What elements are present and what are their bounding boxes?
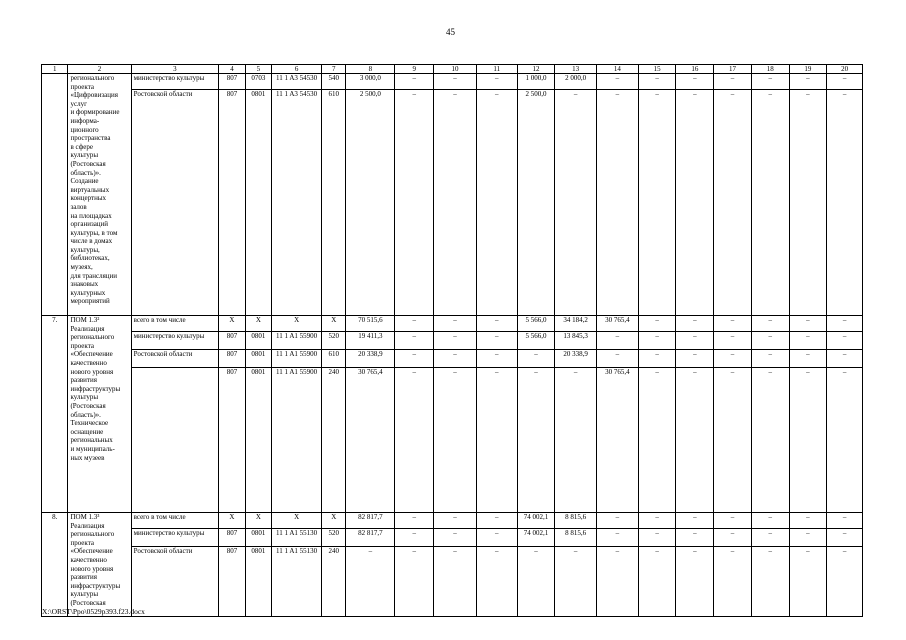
value-cell-c9: – (395, 74, 434, 90)
value-cell-c19: – (789, 350, 827, 368)
value-cell-c19: – (789, 368, 827, 513)
value-cell-c15: – (638, 529, 676, 547)
value-cell-c17: – (714, 350, 752, 368)
value-cell-c16: – (676, 368, 714, 513)
value-cell-c19: – (789, 332, 827, 350)
column-number-15: 15 (638, 65, 676, 74)
value-cell-c6: 11 1 A1 55900 (272, 332, 322, 350)
value-cell-c18: – (751, 90, 789, 316)
value-cell-c10: – (434, 316, 477, 332)
value-cell-c12: 5 566,0 (517, 332, 555, 350)
value-cell-c15: – (638, 547, 676, 617)
value-cell-c12: 74 002,1 (517, 513, 555, 529)
table-row (42, 513, 863, 529)
value-cell-c12: – (517, 368, 555, 513)
value-cell-c11: – (476, 332, 517, 350)
table-row (42, 529, 863, 547)
value-cell-c11: – (476, 547, 517, 617)
column-number-5: 5 (245, 65, 271, 74)
executor-cell: всего в том числе (131, 513, 219, 529)
value-cell-c18: – (751, 368, 789, 513)
column-number-row (42, 65, 863, 74)
value-cell-c7: 240 (322, 547, 346, 617)
value-cell-c20: – (827, 332, 863, 350)
value-cell-c14: – (597, 332, 639, 350)
value-cell-c18: – (751, 529, 789, 547)
value-cell-c10: – (434, 350, 477, 368)
value-cell-c17: – (714, 368, 752, 513)
value-cell-c18: – (751, 513, 789, 529)
executor-cell: министерство культуры (131, 529, 219, 547)
value-cell-c15: – (638, 332, 676, 350)
value-cell-c14: 30 765,4 (597, 368, 639, 513)
column-number-6: 6 (272, 65, 322, 74)
value-cell-c11: – (476, 529, 517, 547)
value-cell-c18: – (751, 350, 789, 368)
value-cell-c17: – (714, 316, 752, 332)
value-cell-c13: 8 815,6 (555, 513, 597, 529)
value-cell-c19: – (789, 316, 827, 332)
value-cell-c10: – (434, 529, 477, 547)
value-cell-c20: – (827, 74, 863, 90)
value-cell-c4: 807 (219, 332, 245, 350)
value-cell-c12: – (517, 350, 555, 368)
executor-cell: Ростовской области (131, 90, 219, 316)
column-number-13: 13 (555, 65, 597, 74)
value-cell-c8: 19 411,3 (346, 332, 395, 350)
value-cell-c5: 0801 (245, 529, 271, 547)
value-cell-c8: 3 000,0 (346, 74, 395, 90)
value-cell-c11: – (476, 90, 517, 316)
value-cell-c4: 807 (219, 350, 245, 368)
footer-file-path: X:\ORST\Ppo\0529p393.f23.docx (42, 607, 145, 616)
value-cell-c16: – (676, 350, 714, 368)
table-row (42, 350, 863, 368)
value-cell-c10: – (434, 513, 477, 529)
value-cell-c8: 30 765,4 (346, 368, 395, 513)
value-cell-c10: – (434, 74, 477, 90)
value-cell-c5: 0801 (245, 368, 271, 513)
value-cell-c7: 610 (322, 90, 346, 316)
row-number-cell: 7. (42, 316, 68, 513)
value-cell-c15: – (638, 350, 676, 368)
value-cell-c9: – (395, 90, 434, 316)
value-cell-c7: X (322, 316, 346, 332)
value-cell-c4: 807 (219, 368, 245, 513)
column-number-20: 20 (827, 65, 863, 74)
value-cell-c9: – (395, 332, 434, 350)
value-cell-c7: 610 (322, 350, 346, 368)
value-cell-c20: – (827, 90, 863, 316)
value-cell-c16: – (676, 529, 714, 547)
executor-cell: Ростовской области (131, 350, 219, 368)
value-cell-c4: 807 (219, 90, 245, 316)
value-cell-c9: – (395, 547, 434, 617)
value-cell-c19: – (789, 90, 827, 316)
value-cell-c6: 11 1 A1 55900 (272, 368, 322, 513)
value-cell-c10: – (434, 90, 477, 316)
budget-table (41, 64, 863, 617)
value-cell-c11: – (476, 368, 517, 513)
value-cell-c10: – (434, 547, 477, 617)
column-number-16: 16 (676, 65, 714, 74)
table-row (42, 90, 863, 316)
value-cell-c13: – (555, 90, 597, 316)
value-cell-c16: – (676, 547, 714, 617)
value-cell-c9: – (395, 350, 434, 368)
value-cell-c6: 11 1 A3 54530 (272, 90, 322, 316)
value-cell-c11: – (476, 513, 517, 529)
column-number-1: 1 (42, 65, 68, 74)
executor-cell: министерство культуры (131, 74, 219, 90)
value-cell-c17: – (714, 513, 752, 529)
measure-description-cell: регионального проекта «Цифровизация услуг и формирование информа- ционного пространства в сфере культуры (Ростовская область)». Создание виртуальных концертных залов на площадках организаций культуры, в том числе в домах культуры, библиотеках, музеях, для трансляции знаковых культурных мероприятий (68, 74, 131, 316)
value-cell-c4: 807 (219, 547, 245, 617)
value-cell-c5: 0703 (245, 74, 271, 90)
value-cell-c8: – (346, 547, 395, 617)
value-cell-c15: – (638, 90, 676, 316)
value-cell-c20: – (827, 513, 863, 529)
value-cell-c6: 11 1 A3 54530 (272, 74, 322, 90)
value-cell-c12: 5 566,0 (517, 316, 555, 332)
value-cell-c5: X (245, 513, 271, 529)
value-cell-c13: 8 815,6 (555, 529, 597, 547)
value-cell-c18: – (751, 74, 789, 90)
value-cell-c18: – (751, 332, 789, 350)
value-cell-c5: 0801 (245, 332, 271, 350)
value-cell-c7: 520 (322, 332, 346, 350)
value-cell-c5: 0801 (245, 90, 271, 316)
value-cell-c11: – (476, 350, 517, 368)
value-cell-c14: – (597, 350, 639, 368)
page-number: 45 (446, 27, 455, 37)
value-cell-c9: – (395, 513, 434, 529)
value-cell-c20: – (827, 350, 863, 368)
value-cell-c10: – (434, 368, 477, 513)
value-cell-c7: 520 (322, 529, 346, 547)
value-cell-c13: 20 338,9 (555, 350, 597, 368)
value-cell-c13: 34 184,2 (555, 316, 597, 332)
value-cell-c8: 20 338,9 (346, 350, 395, 368)
value-cell-c5: 0801 (245, 547, 271, 617)
value-cell-c4: 807 (219, 529, 245, 547)
value-cell-c5: X (245, 316, 271, 332)
value-cell-c10: – (434, 332, 477, 350)
value-cell-c9: – (395, 529, 434, 547)
value-cell-c12: 2 500,0 (517, 90, 555, 316)
value-cell-c11: – (476, 316, 517, 332)
value-cell-c15: – (638, 368, 676, 513)
value-cell-c16: – (676, 90, 714, 316)
column-number-18: 18 (751, 65, 789, 74)
value-cell-c15: – (638, 513, 676, 529)
row-number-cell: 8. (42, 513, 68, 617)
value-cell-c16: – (676, 74, 714, 90)
value-cell-c17: – (714, 547, 752, 617)
value-cell-c15: – (638, 74, 676, 90)
value-cell-c6: 11 1 A1 55900 (272, 350, 322, 368)
table-row (42, 74, 863, 90)
value-cell-c17: – (714, 90, 752, 316)
column-number-17: 17 (714, 65, 752, 74)
value-cell-c20: – (827, 529, 863, 547)
value-cell-c8: 2 500,0 (346, 90, 395, 316)
value-cell-c17: – (714, 529, 752, 547)
value-cell-c8: 82 817,7 (346, 513, 395, 529)
value-cell-c9: – (395, 316, 434, 332)
value-cell-c19: – (789, 513, 827, 529)
value-cell-c5: 0801 (245, 350, 271, 368)
value-cell-c12: 74 002,1 (517, 529, 555, 547)
column-number-3: 3 (131, 65, 219, 74)
value-cell-c7: 540 (322, 74, 346, 90)
measure-description-cell: ПОМ 1.3² Реализация регионального проекта «Обеспечение качественно нового уровня развития инфраструктуры культуры (Ростовская область)». Техническое оснащение региональных и муниципаль- ных музеев (68, 316, 131, 513)
column-number-11: 11 (476, 65, 517, 74)
value-cell-c8: 70 515,6 (346, 316, 395, 332)
value-cell-c6: X (272, 316, 322, 332)
value-cell-c8: 82 817,7 (346, 529, 395, 547)
table-row (42, 316, 863, 332)
value-cell-c11: – (476, 74, 517, 90)
value-cell-c4: X (219, 513, 245, 529)
value-cell-c12: 1 000,0 (517, 74, 555, 90)
measure-description-cell: ПОМ 1.3³ Реализация регионального проекта «Обеспечение качественно нового уровня развития инфраструктуры культуры (Ростовская (68, 513, 131, 617)
value-cell-c14: – (597, 547, 639, 617)
value-cell-c14: – (597, 74, 639, 90)
table-row (42, 332, 863, 350)
value-cell-c19: – (789, 74, 827, 90)
value-cell-c16: – (676, 513, 714, 529)
value-cell-c14: 30 765,4 (597, 316, 639, 332)
value-cell-c20: – (827, 316, 863, 332)
value-cell-c15: – (638, 316, 676, 332)
value-cell-c6: 11 1 A1 55130 (272, 529, 322, 547)
column-number-9: 9 (395, 65, 434, 74)
value-cell-c17: – (714, 332, 752, 350)
value-cell-c17: – (714, 74, 752, 90)
value-cell-c18: – (751, 547, 789, 617)
column-number-7: 7 (322, 65, 346, 74)
value-cell-c7: X (322, 513, 346, 529)
value-cell-c13: 2 000,0 (555, 74, 597, 90)
executor-cell: всего в том числе (131, 316, 219, 332)
value-cell-c16: – (676, 332, 714, 350)
value-cell-c13: – (555, 368, 597, 513)
value-cell-c20: – (827, 547, 863, 617)
table-row (42, 368, 863, 513)
column-number-12: 12 (517, 65, 555, 74)
value-cell-c18: – (751, 316, 789, 332)
value-cell-c14: – (597, 513, 639, 529)
executor-cell: Ростовской области (131, 547, 219, 617)
value-cell-c13: – (555, 547, 597, 617)
value-cell-c9: – (395, 368, 434, 513)
column-number-4: 4 (219, 65, 245, 74)
column-number-19: 19 (789, 65, 827, 74)
executor-cell (131, 368, 219, 513)
value-cell-c20: – (827, 368, 863, 513)
value-cell-c19: – (789, 547, 827, 617)
column-number-14: 14 (597, 65, 639, 74)
value-cell-c19: – (789, 529, 827, 547)
table-row (42, 547, 863, 617)
value-cell-c7: 240 (322, 368, 346, 513)
value-cell-c6: 11 1 A1 55130 (272, 547, 322, 617)
value-cell-c16: – (676, 316, 714, 332)
value-cell-c4: 807 (219, 74, 245, 90)
column-number-8: 8 (346, 65, 395, 74)
column-number-2: 2 (68, 65, 131, 74)
value-cell-c6: X (272, 513, 322, 529)
value-cell-c4: X (219, 316, 245, 332)
column-number-10: 10 (434, 65, 477, 74)
value-cell-c13: 13 845,3 (555, 332, 597, 350)
executor-cell: министерство культуры (131, 332, 219, 350)
row-number-cell (42, 74, 68, 316)
value-cell-c12: – (517, 547, 555, 617)
budget-table-body (42, 65, 863, 617)
value-cell-c14: – (597, 90, 639, 316)
value-cell-c14: – (597, 529, 639, 547)
